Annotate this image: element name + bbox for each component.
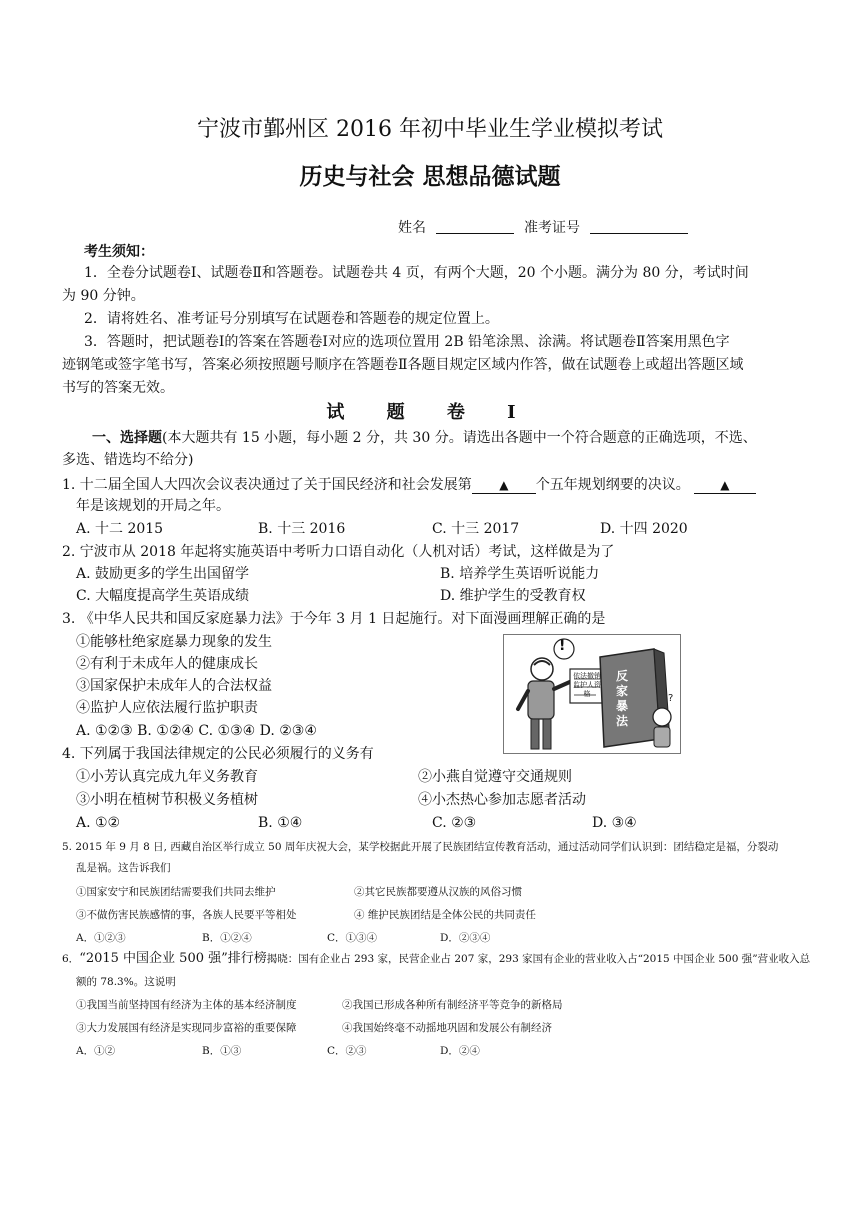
q4-option-b: B. ①④ [258, 815, 303, 831]
notice-line-1: 1．全卷分试题卷Ⅰ、试题卷Ⅱ和答题卷。试题卷共 4 页，有两个大题，20 个小题。满分为 80 分，考试时间 [84, 265, 749, 281]
q6-option-c: C．②③ [327, 1045, 367, 1057]
section-intro-rest: (本大题共有 15 小题，每小题 2 分，共 30 分。请选出各题中一个符合题意的正确选项，不选、 [162, 430, 757, 446]
q4-stem: 4. 下列属于我国法律规定的公民必须履行的义务有 [62, 746, 374, 762]
q6-item-2: ②我国已形成各种所有制经济平等竞争的新格局 [342, 999, 563, 1011]
section-intro-bold: 一、选择题 [92, 430, 162, 446]
q1-option-b: B. 十三 2016 [258, 521, 346, 537]
q1-blank-1: ▲ [472, 477, 536, 494]
q2-option-c: C. 大幅度提高学生英语成绩 [76, 588, 250, 604]
cartoon-paper-text: 依法撤销监护人资格 [573, 672, 601, 698]
q1-line2: 年是该规划的开局之年。 [76, 498, 230, 514]
svg-text:?: ? [668, 693, 674, 704]
q6-item-1: ①我国当前坚持国有经济为主体的基本经济制度 [76, 999, 297, 1011]
q3-item-1: ①能够杜绝家庭暴力现象的发生 [76, 634, 272, 650]
notice-line-2: 为 90 分钟。 [62, 288, 145, 304]
cartoon-book-title: 反家暴法 [616, 669, 629, 728]
q1-part2: 个五年规划纲要的决议。 [535, 477, 690, 493]
q1-stem [62, 475, 756, 495]
q5-item-4: ④ 维护民族团结是全体公民的共同责任 [354, 909, 536, 921]
q4-item-3: ③小明在植树节积极义务植树 [76, 792, 258, 808]
name-blank[interactable] [436, 219, 514, 234]
id-blank[interactable] [590, 219, 688, 234]
q1-blank-2: ▲ [694, 477, 756, 494]
q6-stem-b: 额的 78.3%。这说明 [76, 976, 176, 988]
q5-option-a: A．①②③ [76, 932, 126, 944]
notice-heading: 考生须知： [84, 244, 154, 260]
q5-option-c: C．①③④ [327, 932, 378, 944]
q4-option-c: C. ②③ [432, 815, 477, 831]
q3-stem: 3. 《中华人民共和国反家庭暴力法》于今年 3 月 1 日起施行。对下面漫画理解正确的是 [62, 611, 606, 627]
q5-option-b: B．①②④ [202, 932, 252, 944]
q5-item-3: ③不做伤害民族感情的事，各族人民要平等相处 [76, 909, 297, 921]
q3-item-4: ④监护人应依法履行监护职责 [76, 700, 258, 716]
id-label: 准考证号 [524, 220, 580, 236]
q2-option-d: D. 维护学生的受教育权 [440, 588, 586, 604]
name-field[interactable] [398, 218, 514, 238]
q3-options: A. ①②③ B. ①②④ C. ①③④ D. ②③④ [76, 723, 317, 739]
q5-item-2: ②其它民族都要遵从汉族的风俗习惯 [354, 886, 522, 898]
q4-option-d: D. ③④ [592, 815, 637, 831]
notice-line-4: 3．答题时，把试题卷Ⅰ的答案在答题卷Ⅰ对应的选项位置用 2B 铅笔涂黑、涂满。将试题卷Ⅱ答案用黑色字 [84, 334, 730, 350]
notice-line-6: 书写的答案无效。 [62, 380, 174, 396]
q3-item-2: ②有利于未成年人的健康成长 [76, 656, 258, 672]
section-intro [92, 428, 757, 448]
q6-item-4: ④我国始终毫不动摇地巩固和发展公有制经济 [342, 1022, 552, 1034]
exam-title: 宁波市鄞州区 2016 年初中毕业生学业模拟考试 [197, 117, 663, 142]
section-intro-line2: 多选、错选均不给分) [62, 452, 194, 468]
q6-prefix: 6． [62, 953, 80, 965]
q1-option-c: C. 十三 2017 [432, 521, 520, 537]
q6-item-3: ③大力发展国有经济是实现同步富裕的重要保障 [76, 1022, 297, 1034]
q5-option-d: D．②③④ [440, 932, 491, 944]
q6-stem-rest: 揭晓：国有企业占 293 家，民营企业占 207 家，293 家国有企业的营业收入占“2015 中国企业 500 强”营业收入总 [266, 953, 811, 965]
section-title: 试 题 卷 Ⅰ [326, 402, 534, 423]
q5-item-1: ①国家安宁和民族团结需要我们共同去维护 [76, 886, 276, 898]
q2-stem: 2. 宁波市从 2018 年起将实施英语中考听力口语自动化（人机对话）考试，这样做是为了 [62, 544, 615, 560]
q6-option-d: D．②④ [440, 1045, 480, 1057]
q2-option-a: A. 鼓励更多的学生出国留学 [76, 566, 250, 582]
q4-item-1: ①小芳认真完成九年义务教育 [76, 769, 258, 785]
q5-stem-a: 5. 2015 年 9 月 8 日, 西藏自治区举行成立 50 周年庆祝大会，某学校据此开展了民族团结宣传教育活动，通过活动同学们认识到：团结稳定是福，分裂动 [62, 841, 779, 853]
exam-subtitle: 历史与社会 思想品德试题 [299, 163, 561, 190]
q6-stem-a [62, 951, 810, 967]
q6-ranking-title: “2015 中国企业 500 强”排行榜 [79, 951, 267, 966]
q3-cartoon-image [503, 634, 681, 754]
notice-line-5: 迹钢笔或签字笔书写，答案必须按照题号顺序在答题卷Ⅱ各题目规定区域内作答，做在试题卷上或超出答题区域 [62, 357, 744, 373]
id-field[interactable] [524, 218, 688, 238]
q2-option-b: B. 培养学生英语听说能力 [440, 566, 600, 582]
notice-line-3: 2．请将姓名、准考证号分别填写在试题卷和答题卷的规定位置上。 [84, 311, 499, 327]
q1-option-d: D. 十四 2020 [600, 521, 688, 537]
name-label: 姓名 [398, 220, 426, 236]
q6-option-b: B．①③ [202, 1045, 242, 1057]
q1-part1: 1. 十二届全国人大四次会议表决通过了关于国民经济和社会发展第 [62, 477, 472, 493]
q4-option-a: A. ①② [76, 815, 121, 831]
q4-item-2: ②小燕自觉遵守交通规则 [418, 769, 572, 785]
q6-option-a: A．①② [76, 1045, 116, 1057]
q1-option-a: A. 十二 2015 [76, 521, 164, 537]
q4-item-4: ④小杰热心参加志愿者活动 [418, 792, 586, 808]
q3-item-3: ③国家保护未成年人的合法权益 [76, 678, 272, 694]
q5-stem-b: 乱是祸。这告诉我们 [76, 862, 171, 874]
cartoon-exclamation: ! [559, 638, 566, 654]
